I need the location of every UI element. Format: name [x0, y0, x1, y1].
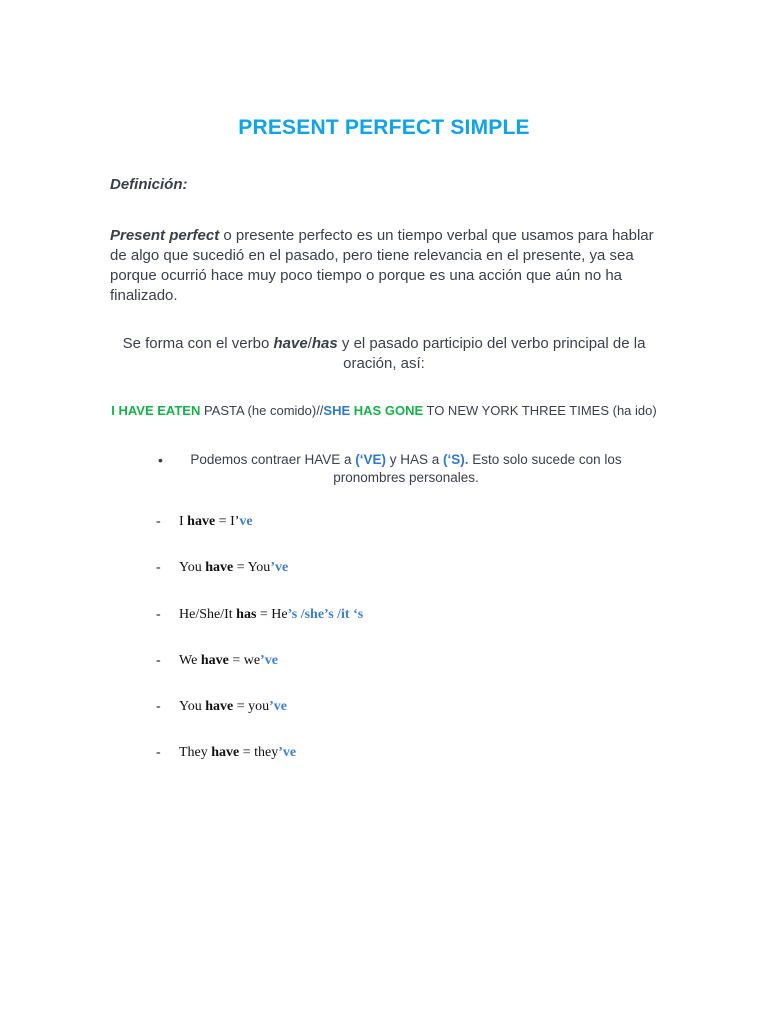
contraction-text — [179, 699, 287, 715]
definition-term: Present perfect — [110, 227, 220, 244]
list-dash: - — [156, 560, 161, 576]
definition-text: o presente perfecto es un tiempo verbal que usamos para hablar de algo que sucedió en el pasado, pero tiene relevancia en el presente, ya sea porque ocurrió hace muy poco tiempo o porque es una acción que aún no ha finalizado. — [110, 227, 654, 304]
bullet-part3: Esto solo sucede con los pronombres personales. — [333, 452, 622, 485]
contraction-suffix: ’ve — [260, 652, 278, 668]
contraction-suffix: ’ve — [278, 745, 297, 761]
formation-suffix: y el pasado participio del verbo principal de la oración, así: — [337, 335, 646, 372]
list-dash: - — [156, 699, 161, 715]
contraction-text — [179, 514, 253, 530]
contraction-subject: They — [179, 745, 212, 761]
contraction-verb: have — [187, 514, 216, 529]
example-she: SHE — [323, 403, 351, 418]
formation-have: have — [273, 335, 308, 352]
example-end: TO NEW YORK THREE TIMES (ha ido) — [423, 403, 657, 418]
formation-has: has — [311, 335, 338, 352]
bullet-ve: (‘VE) — [355, 452, 386, 467]
example-i: I — [111, 403, 119, 418]
contraction-text — [179, 607, 363, 623]
formation-slash: / — [307, 335, 312, 352]
bullet-dot: • — [158, 452, 163, 468]
example-have-eaten: HAVE EATEN — [118, 403, 201, 418]
contraction-text — [179, 745, 296, 761]
contraction-verb: have — [200, 652, 229, 668]
example-middle: PASTA (he comido)// — [200, 403, 324, 418]
contraction-eq: = you — [233, 699, 270, 715]
contraction-verb: have — [211, 745, 240, 761]
contraction-extra: /she’s /it ‘s — [297, 606, 364, 622]
bullet-part1: Podemos contraer HAVE a — [190, 452, 356, 467]
bullet-part2: y HAS a — [385, 452, 444, 467]
contraction-suffix: ’ve — [270, 560, 289, 576]
contraction-eq: = You — [233, 560, 271, 576]
contraction-suffix: ’ve — [269, 699, 288, 715]
list-dash: - — [156, 745, 161, 761]
definition-heading: Definición: — [110, 176, 188, 193]
contraction-verb: have — [205, 699, 234, 715]
formation-paragraph — [104, 334, 664, 374]
definition-paragraph — [110, 226, 658, 306]
page-title: PRESENT PERFECT SIMPLE — [238, 116, 530, 139]
contraction-verb: has — [236, 606, 257, 622]
list-dash: - — [156, 652, 161, 668]
contraction-eq: = we — [228, 652, 261, 668]
list-dash: - — [156, 514, 161, 529]
bullet-text — [184, 451, 628, 487]
example-sentence — [0, 403, 768, 418]
contraction-eq: = He — [256, 606, 288, 622]
bullet-item — [158, 451, 658, 487]
example-has-gone: HAS GONE — [353, 403, 424, 418]
contraction-verb: have — [205, 560, 234, 576]
contraction-subject: He/She/It — [179, 606, 237, 622]
contraction-subject: You — [179, 699, 206, 715]
formation-prefix: Se forma con el verbo — [122, 335, 274, 352]
contraction-subject: You — [179, 560, 206, 576]
list-dash: - — [156, 606, 161, 622]
bullet-s: (‘S). — [443, 452, 469, 467]
contraction-text — [179, 560, 288, 576]
contraction-suffix: ’s — [287, 606, 298, 622]
contraction-subject: We — [179, 652, 201, 668]
contraction-suffix: ve — [239, 514, 253, 529]
contraction-subject: I — [179, 514, 188, 529]
contraction-eq: = I’ — [215, 514, 240, 529]
contraction-eq: = they — [239, 745, 279, 761]
contraction-text — [179, 653, 278, 669]
